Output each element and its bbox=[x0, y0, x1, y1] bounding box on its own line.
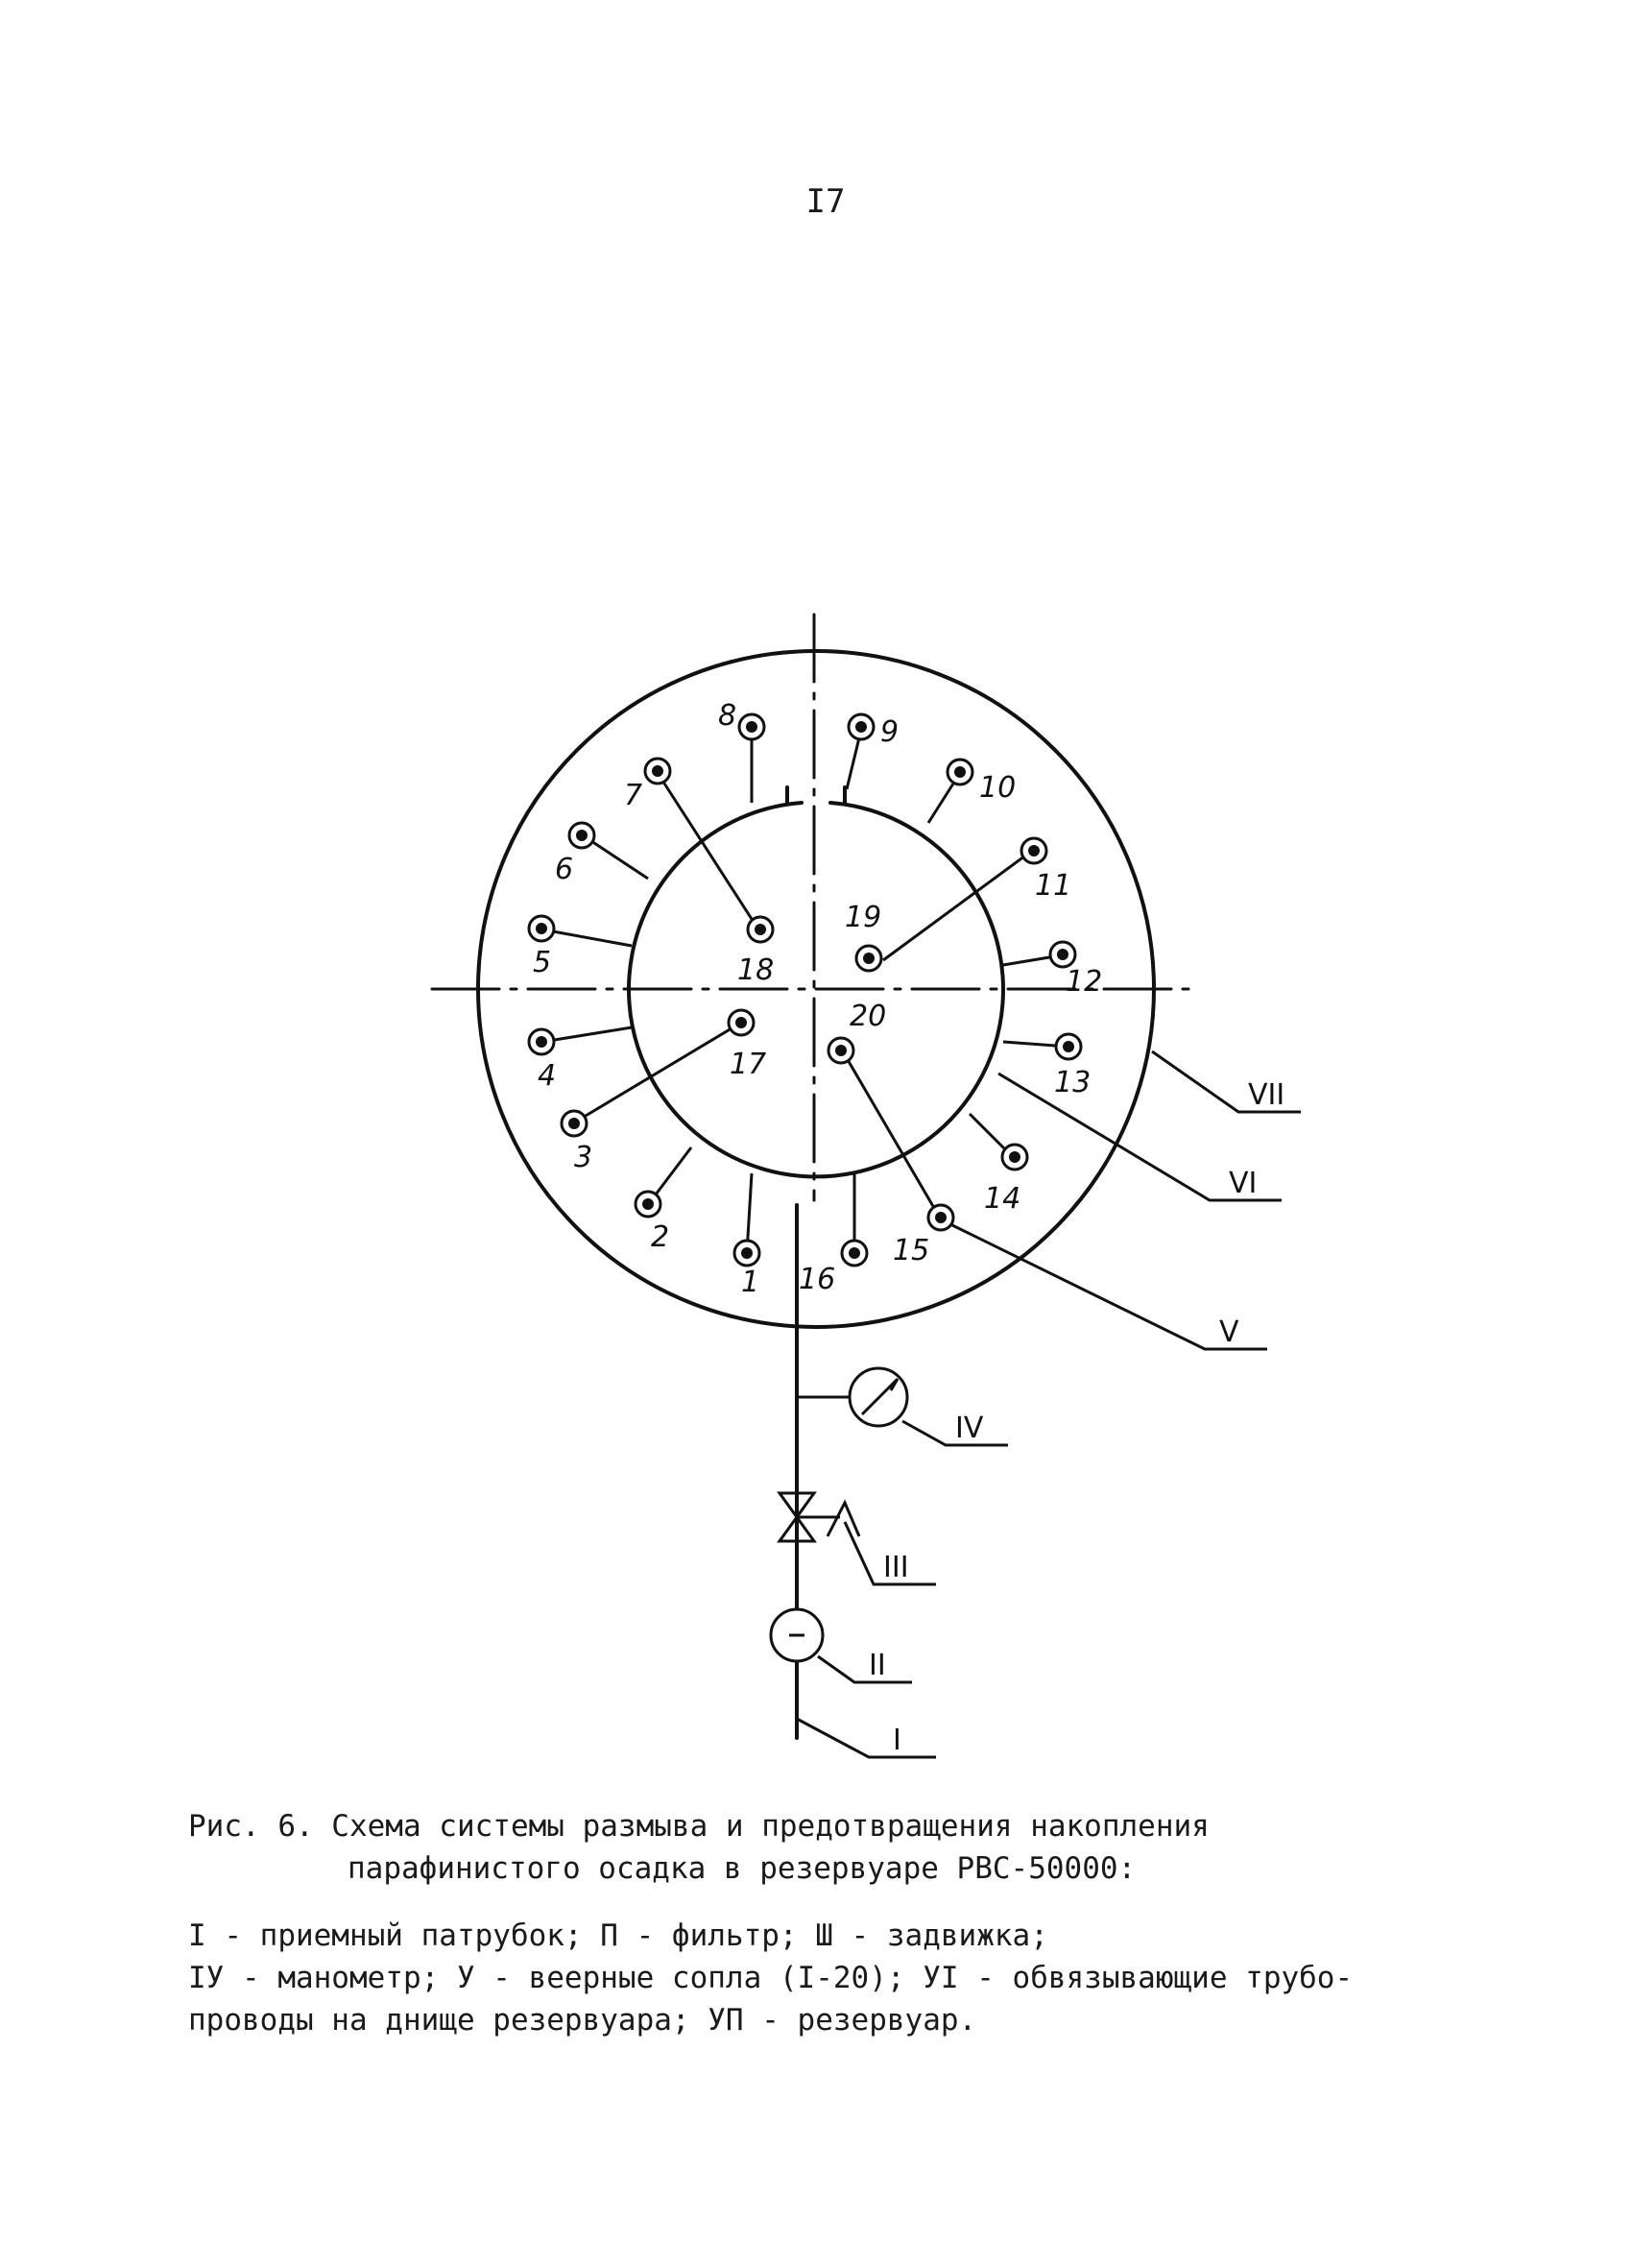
nozzle-label-4: 4 bbox=[538, 1059, 557, 1093]
nozzle-label-14: 14 bbox=[984, 1182, 1021, 1216]
leader-I bbox=[797, 1719, 936, 1757]
pressure-gauge bbox=[850, 1368, 907, 1426]
nozzle-label-2: 2 bbox=[651, 1220, 670, 1254]
label-VI: VI bbox=[1229, 1167, 1258, 1200]
label-III: III bbox=[883, 1551, 909, 1584]
label-II: II bbox=[869, 1649, 886, 1682]
nozzle-label-10: 10 bbox=[979, 771, 1017, 805]
leader-II bbox=[818, 1656, 912, 1682]
nozzle-label-15: 15 bbox=[893, 1234, 930, 1267]
figure-caption bbox=[188, 1805, 1465, 2041]
page-number: I7 bbox=[805, 182, 846, 221]
caption-title-line-1: Рис. 6. Схема системы размыва и предотвращения накопления bbox=[188, 1809, 1210, 1844]
caption-legend bbox=[188, 1915, 1465, 2041]
label-V: V bbox=[1219, 1315, 1239, 1349]
nozzle-label-1: 1 bbox=[741, 1266, 760, 1299]
legend-line-2: IУ - манометр; У - веерные сопла (I-20); УI - обвязывающие трубо- bbox=[188, 1961, 1354, 1995]
branch-5 bbox=[542, 929, 632, 946]
nozzle-label-11: 11 bbox=[1035, 869, 1072, 903]
legend-line-3: проводы на днище резервуара; УП - резервуар. bbox=[188, 2003, 977, 2038]
branch-3 bbox=[576, 1023, 741, 1122]
nozzle-label-19: 19 bbox=[845, 901, 882, 934]
nozzle-label-8: 8 bbox=[718, 699, 737, 733]
nozzle-label-16: 16 bbox=[799, 1263, 836, 1296]
nozzle-label-20: 20 bbox=[850, 1000, 887, 1033]
nozzle-label-12: 12 bbox=[1066, 965, 1103, 999]
label-VII: VII bbox=[1248, 1078, 1285, 1112]
legend-line-1: I - приемный патрубок; П - фильтр; Ш - задвижка; bbox=[188, 1918, 1048, 1953]
nozzle-label-13: 13 bbox=[1054, 1066, 1092, 1099]
nozzle-label-6: 6 bbox=[555, 853, 574, 886]
caption-title-line-2: парафинистого осадка в резервуаре РВС-50000: bbox=[348, 1851, 1137, 1886]
nozzle-label-18: 18 bbox=[737, 953, 775, 987]
nozzle-label-7: 7 bbox=[624, 779, 643, 812]
filter bbox=[771, 1609, 823, 1661]
nozzle-label-5: 5 bbox=[533, 946, 552, 979]
nozzle-label-17: 17 bbox=[730, 1048, 767, 1081]
nozzle-label-9: 9 bbox=[880, 715, 900, 749]
gate-valve bbox=[780, 1493, 859, 1541]
label-IV: IV bbox=[955, 1411, 984, 1445]
branch-7 bbox=[658, 773, 758, 929]
label-I: I bbox=[893, 1724, 901, 1757]
nozzle-label-3: 3 bbox=[574, 1141, 593, 1174]
branch-4 bbox=[542, 1027, 632, 1042]
